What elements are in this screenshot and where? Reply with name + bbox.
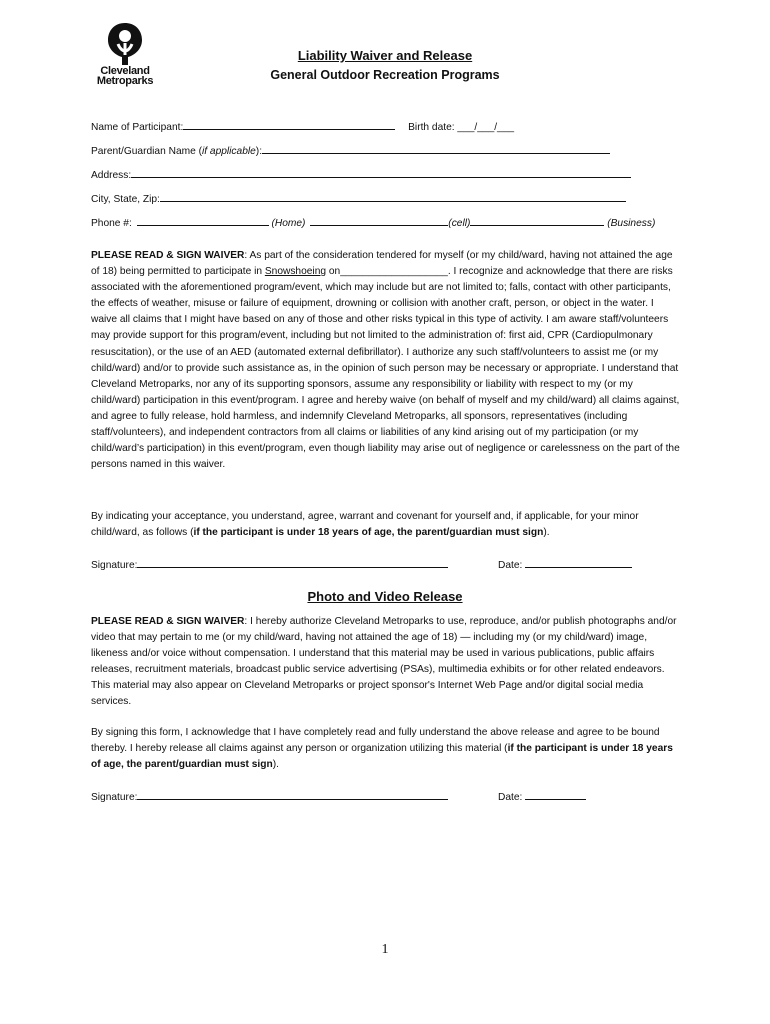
address-row (91, 167, 631, 181)
photo-date-label: Date: (498, 792, 523, 803)
address-field[interactable] (131, 167, 631, 178)
participant-name-field[interactable] (183, 119, 395, 130)
photo-acknowledgement-paragraph: By signing this form, I acknowledge that I have completely read and fully understand the above release and agree to be bound thereby. I hereby release all claims against any person or organization utilizing this material (if the participant is under 18 years of age, the parent/guardian must sign). (91, 727, 673, 771)
phone-label: Phone #: (91, 218, 132, 229)
cell-phone-field[interactable] (310, 215, 448, 226)
liability-waiver-paragraph: PLEASE READ & SIGN WAIVER: As part of the consideration tendered for myself (or my child/ward, having not attained the age of 18) being permitted to participate in Snowshoeing on___________________. I recognize and acknowledge that there are risks associated with the aforementioned program/event, which may include but are not limited to; falls, contact with other participants, the effects of weather, misuse or failure of equipment, drowning or collision with another craft, person, or object in the water. I waive all claims that I might have based on any of those and other risks typical in this type of activity. I am aware staff/volunteers may provide support for this program/event, including but not limited to the administration of: first aid, CPR (Cardiopulmonary resuscitation), or the use of an AED (automated external defibrillator). I authorize any such staff/volunteers to assist me (or my child/ward) and/or to provide such assistance as, in the opinion of such person may be necessary or appropriate. I understand that Cleveland Metroparks, nor any of its supporting sponsors, assume any responsibility or liability with respect to my (or my child/ward) participation in this event/program. I agree and hereby waive (on behalf of myself and my child/ward) all claims against, and agree to fully release, hold harmless, and indemnify Cleveland Metroparks, all sponsors, representatives (including staff/volunteers), and independent contractors from all claims or liabilities of any kind arising out of my participation (or my child/ward’s participation) in this event/program, even though liability may arise out of negligence or carelessness on the part of the persons named in this waiver. (91, 250, 680, 471)
waiver-date-field[interactable] (525, 557, 632, 568)
page-number: 1 (381, 942, 389, 957)
home-phone-field[interactable] (137, 215, 269, 226)
phone-row (91, 215, 655, 229)
cell-phone-label: (cell) (448, 218, 471, 229)
participant-name-row (91, 119, 514, 133)
participant-name-label: Name of Participant: (91, 122, 184, 133)
waiver-signature-label: Signature: (91, 560, 138, 571)
city-state-zip-label: City, State, Zip: (91, 194, 160, 205)
guardian-name-row (91, 143, 610, 157)
acceptance-paragraph: By indicating your acceptance, you understand, agree, warrant and covenant for yourself and, if applicable, for your minor child/ward, as follows (if the participant is under 18 years of age, the parent/guardian must sign). (91, 511, 639, 539)
photo-release-title: Photo and Video Release (307, 589, 463, 604)
city-state-zip-field[interactable] (160, 191, 626, 202)
waiver-signature-field[interactable] (137, 557, 448, 568)
photo-release-paragraph: PLEASE READ & SIGN WAIVER: I hereby authorize Cleveland Metroparks to use, reproduce, and/or publish photographs and/or video that may pertain to me (or my child/ward, having not attained the age of 18) — including my (or my child/ward) image, likeness and/or voice without compensation. I understand that this material may be used in various publications, public affairs releases, recruitment materials, broadcast public service advertising (PSAs), multimedia exhibits or for other related endeavors. This material may also appear on Cleveland Metroparks or project sponsor's Internet Web Page and/or digital social media services. (91, 616, 677, 708)
birth-date-field[interactable]: Birth date: ___/___/___ (408, 122, 515, 133)
photo-signature-row (91, 789, 448, 803)
document-title: Liability Waiver and Release (297, 48, 473, 63)
logo-wordmark-line2: Metroparks (96, 75, 154, 87)
guardian-name-label: Parent/Guardian Name (if applicable): (91, 146, 263, 157)
photo-date-field[interactable] (525, 789, 586, 800)
guardian-name-field[interactable] (262, 143, 610, 154)
address-label: Address: (91, 170, 132, 181)
photo-signature-field[interactable] (137, 789, 448, 800)
waiver-date-label: Date: (498, 560, 523, 571)
photo-date-row (498, 789, 586, 803)
home-phone-label: (Home) (271, 218, 306, 229)
business-phone-label: (Business) (607, 218, 656, 229)
logo-wordmark-line1: Cleveland (100, 65, 150, 77)
activity-name: Snowshoeing (264, 266, 327, 278)
photo-lead: PLEASE READ & SIGN WAIVER (91, 616, 245, 627)
waiver-date-row (498, 557, 632, 571)
city-state-zip-row (91, 191, 626, 205)
photo-signature-label: Signature: (91, 792, 138, 803)
waiver-lead: PLEASE READ & SIGN WAIVER (91, 250, 245, 261)
business-phone-field[interactable] (470, 215, 604, 226)
waiver-signature-row (91, 557, 448, 571)
document-subtitle: General Outdoor Recreation Programs (270, 68, 500, 82)
